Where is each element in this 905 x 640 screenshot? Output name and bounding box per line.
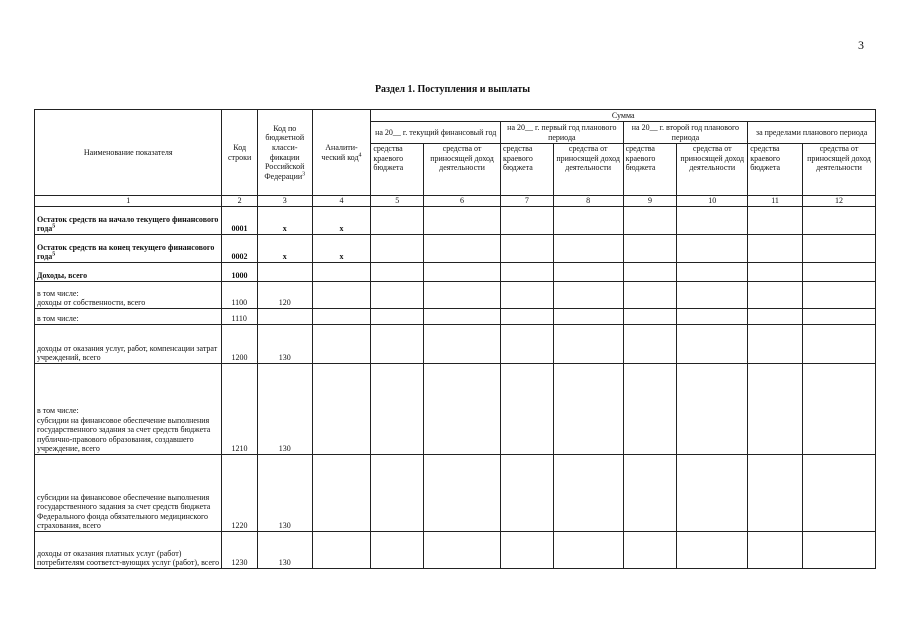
header-budget-code-sup: 3 bbox=[302, 171, 306, 178]
payments-table bbox=[34, 109, 876, 569]
row-amount-cell bbox=[623, 364, 677, 455]
row-amount-cell bbox=[748, 364, 803, 455]
row-analytic-code: x bbox=[312, 235, 371, 263]
row-name bbox=[35, 235, 222, 263]
row-amount-cell bbox=[424, 263, 501, 282]
column-number: 5 bbox=[371, 196, 424, 207]
row-analytic-code bbox=[312, 325, 371, 364]
row-name bbox=[35, 532, 222, 569]
column-number: 2 bbox=[222, 196, 257, 207]
row-name bbox=[35, 455, 222, 532]
column-number: 3 bbox=[257, 196, 312, 207]
row-analytic-code bbox=[312, 364, 371, 455]
table-row bbox=[35, 325, 876, 364]
row-amount-cell bbox=[802, 325, 875, 364]
header-analytic-code-sup: 4 bbox=[358, 151, 362, 158]
row-budget-code: x bbox=[257, 207, 312, 235]
row-name-sup: 5 bbox=[52, 251, 56, 258]
row-amount-cell bbox=[371, 532, 424, 569]
row-analytic-code bbox=[312, 282, 371, 309]
column-number: 6 bbox=[424, 196, 501, 207]
row-amount-cell bbox=[802, 364, 875, 455]
row-amount-cell bbox=[553, 325, 623, 364]
row-amount-cell bbox=[553, 364, 623, 455]
row-amount-cell bbox=[501, 263, 554, 282]
row-line-code: 0002 bbox=[222, 235, 257, 263]
row-budget-code bbox=[257, 263, 312, 282]
row-amount-cell bbox=[677, 309, 748, 325]
row-amount-cell bbox=[677, 235, 748, 263]
header-sub-income: средства от приносящей доход деятельности bbox=[802, 144, 875, 196]
row-amount-cell bbox=[424, 364, 501, 455]
table-row bbox=[35, 282, 876, 309]
row-amount-cell bbox=[623, 455, 677, 532]
row-amount-cell bbox=[677, 455, 748, 532]
row-amount-cell bbox=[424, 309, 501, 325]
row-amount-cell bbox=[748, 207, 803, 235]
table-row bbox=[35, 364, 876, 455]
table-row bbox=[35, 309, 876, 325]
row-amount-cell bbox=[553, 455, 623, 532]
row-amount-cell bbox=[623, 325, 677, 364]
row-amount-cell bbox=[748, 325, 803, 364]
row-analytic-code bbox=[312, 309, 371, 325]
row-amount-cell bbox=[623, 263, 677, 282]
header-sub-income: средства от приносящей доход деятельности bbox=[553, 144, 623, 196]
row-amount-cell bbox=[677, 207, 748, 235]
row-name-sup: 5 bbox=[52, 223, 56, 230]
row-line-code: 1220 bbox=[222, 455, 257, 532]
row-name bbox=[35, 207, 222, 235]
column-number: 12 bbox=[802, 196, 875, 207]
row-amount-cell bbox=[424, 235, 501, 263]
row-amount-cell bbox=[553, 207, 623, 235]
row-amount-cell bbox=[748, 309, 803, 325]
column-number: 9 bbox=[623, 196, 677, 207]
row-name-text: доходы от оказания платных услуг (работ) потребителям соответст-вующих услуг (работ), всего bbox=[37, 548, 220, 568]
row-name-text: Остаток средств на конец текущего финансового года bbox=[37, 242, 215, 262]
row-name-text: субсидии на финансовое обеспечение выполнения государственного задания за счет средств бюджета Федерального фонда обязательного медицинского страхования, всего bbox=[37, 492, 211, 531]
column-number: 1 bbox=[35, 196, 222, 207]
row-amount-cell bbox=[371, 235, 424, 263]
table-row bbox=[35, 207, 876, 235]
row-name-text: в том числе: субсидии на финансовое обеспечение выполнения государственного задания за счет средств бюджета публично-правового образования, создавшего учреждение, всего bbox=[37, 406, 211, 454]
row-amount-cell bbox=[424, 455, 501, 532]
table-row bbox=[35, 235, 876, 263]
row-amount-cell bbox=[424, 325, 501, 364]
row-amount-cell bbox=[501, 309, 554, 325]
header-sub-budget: средства краевого бюджета bbox=[623, 144, 677, 196]
row-amount-cell bbox=[553, 263, 623, 282]
row-name-text: Остаток средств на начало текущего финансового года bbox=[37, 214, 219, 234]
row-amount-cell bbox=[677, 364, 748, 455]
header-period-beyond: за пределами планового периода bbox=[748, 122, 876, 144]
row-amount-cell bbox=[677, 282, 748, 309]
row-amount-cell bbox=[424, 207, 501, 235]
row-amount-cell bbox=[748, 455, 803, 532]
row-amount-cell bbox=[677, 263, 748, 282]
row-budget-code: x bbox=[257, 235, 312, 263]
row-amount-cell bbox=[501, 364, 554, 455]
row-line-code: 1000 bbox=[222, 263, 257, 282]
table-row bbox=[35, 532, 876, 569]
row-name-text: доходы от оказания услуг, работ, компенсации затрат учреждений, всего bbox=[37, 343, 218, 363]
row-line-code: 1230 bbox=[222, 532, 257, 569]
row-amount-cell bbox=[677, 325, 748, 364]
row-name-text: Доходы, всего bbox=[37, 271, 88, 281]
row-amount-cell bbox=[501, 207, 554, 235]
header-analytic-code-text: Аналити-ческий код bbox=[321, 142, 359, 162]
row-name bbox=[35, 263, 222, 282]
row-amount-cell bbox=[802, 207, 875, 235]
row-amount-cell bbox=[371, 309, 424, 325]
row-amount-cell bbox=[623, 207, 677, 235]
row-line-code: 1100 bbox=[222, 282, 257, 309]
row-analytic-code bbox=[312, 532, 371, 569]
column-number: 10 bbox=[677, 196, 748, 207]
row-line-code: 1210 bbox=[222, 364, 257, 455]
column-number: 11 bbox=[748, 196, 803, 207]
row-amount-cell bbox=[802, 532, 875, 569]
header-line-code: Код строки bbox=[222, 110, 257, 196]
column-numbers-row bbox=[35, 196, 876, 207]
row-name bbox=[35, 309, 222, 325]
header-sub-budget: средства краевого бюджета bbox=[748, 144, 803, 196]
row-amount-cell bbox=[623, 235, 677, 263]
header-analytic-code bbox=[312, 110, 371, 196]
row-budget-code bbox=[257, 309, 312, 325]
row-analytic-code: x bbox=[312, 207, 371, 235]
row-amount-cell bbox=[371, 325, 424, 364]
row-budget-code: 120 bbox=[257, 282, 312, 309]
row-amount-cell bbox=[802, 235, 875, 263]
row-amount-cell bbox=[623, 532, 677, 569]
row-amount-cell bbox=[501, 532, 554, 569]
row-budget-code: 130 bbox=[257, 455, 312, 532]
table-row bbox=[35, 455, 876, 532]
row-amount-cell bbox=[424, 282, 501, 309]
row-budget-code: 130 bbox=[257, 325, 312, 364]
row-amount-cell bbox=[802, 282, 875, 309]
row-amount-cell bbox=[371, 282, 424, 309]
row-amount-cell bbox=[501, 235, 554, 263]
page-number: 3 bbox=[858, 38, 864, 52]
row-line-code: 1200 bbox=[222, 325, 257, 364]
row-amount-cell bbox=[748, 282, 803, 309]
row-budget-code: 130 bbox=[257, 532, 312, 569]
header-sum: Сумма bbox=[371, 110, 876, 122]
row-line-code: 1110 bbox=[222, 309, 257, 325]
header-budget-code-text: Код по бюджетной класси-фикации Российской Федерации bbox=[264, 123, 305, 181]
column-number: 8 bbox=[553, 196, 623, 207]
row-name bbox=[35, 364, 222, 455]
row-amount-cell bbox=[748, 532, 803, 569]
row-amount-cell bbox=[623, 282, 677, 309]
row-line-code: 0001 bbox=[222, 207, 257, 235]
section-title: Раздел 1. Поступления и выплаты bbox=[374, 84, 531, 95]
row-amount-cell bbox=[553, 282, 623, 309]
header-period-first: на 20__ г. первый год планового периода bbox=[501, 122, 624, 144]
row-amount-cell bbox=[553, 309, 623, 325]
row-analytic-code bbox=[312, 263, 371, 282]
row-amount-cell bbox=[677, 532, 748, 569]
header-sub-income: средства от приносящей доход деятельности bbox=[677, 144, 748, 196]
row-amount-cell bbox=[623, 309, 677, 325]
column-number: 7 bbox=[501, 196, 554, 207]
header-name: Наименование показателя bbox=[35, 110, 222, 196]
row-name bbox=[35, 282, 222, 309]
header-period-current: на 20__ г. текущий финансовый год bbox=[371, 122, 501, 144]
header-period-second: на 20__ г. второй год планового периода bbox=[623, 122, 748, 144]
header-sub-budget: средства краевого бюджета bbox=[371, 144, 424, 196]
row-amount-cell bbox=[553, 532, 623, 569]
row-amount-cell bbox=[802, 263, 875, 282]
row-amount-cell bbox=[371, 455, 424, 532]
row-amount-cell bbox=[371, 263, 424, 282]
row-name-text: в том числе: bbox=[37, 314, 79, 324]
row-name-text: в том числе: доходы от собственности, всего bbox=[37, 288, 146, 308]
header-sub-budget: средства краевого бюджета bbox=[501, 144, 554, 196]
header-budget-code bbox=[257, 110, 312, 196]
row-amount-cell bbox=[748, 235, 803, 263]
row-amount-cell bbox=[501, 455, 554, 532]
row-amount-cell bbox=[501, 325, 554, 364]
row-amount-cell bbox=[424, 532, 501, 569]
row-amount-cell bbox=[501, 282, 554, 309]
row-amount-cell bbox=[802, 455, 875, 532]
row-amount-cell bbox=[553, 235, 623, 263]
row-amount-cell bbox=[748, 263, 803, 282]
row-amount-cell bbox=[802, 309, 875, 325]
row-amount-cell bbox=[371, 364, 424, 455]
row-name bbox=[35, 325, 222, 364]
row-budget-code: 130 bbox=[257, 364, 312, 455]
column-number: 4 bbox=[312, 196, 371, 207]
header-sub-income: средства от приносящей доход деятельности bbox=[424, 144, 501, 196]
table-row bbox=[35, 263, 876, 282]
row-amount-cell bbox=[371, 207, 424, 235]
row-analytic-code bbox=[312, 455, 371, 532]
